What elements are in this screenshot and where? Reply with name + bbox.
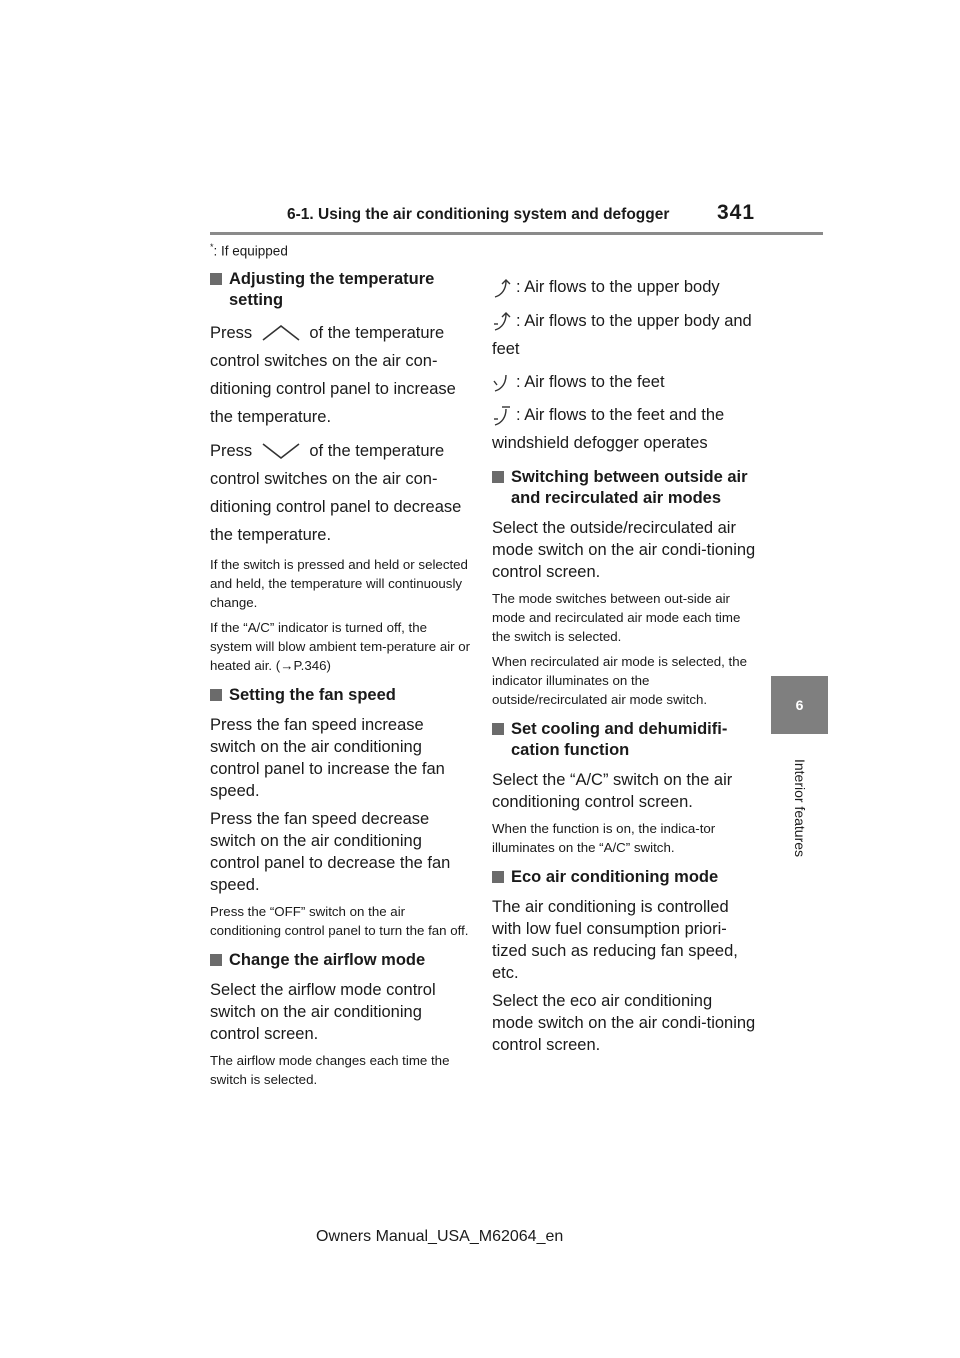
section-title: 6-1. Using the air conditioning system and defogger — [287, 206, 670, 223]
heading-eco — [492, 867, 757, 888]
footnote — [210, 242, 472, 259]
header-divider — [210, 232, 823, 235]
heading-text: Setting the fan speed — [229, 685, 396, 704]
airflow-paragraph: Select the airflow mode control switch on the air conditioning control screen. — [210, 980, 436, 1043]
temp-down-paragraph — [210, 437, 472, 549]
heading-fan-speed — [210, 685, 472, 706]
heading-text: Change the airflow mode — [229, 950, 426, 969]
text: control switches on the air con-ditioning control panel to decrease the temperature. — [210, 469, 462, 544]
heading-text: Switching between outside air and recirculated air modes — [511, 468, 748, 508]
heading-text: Adjusting the temperature setting — [229, 269, 435, 309]
bullet-square-icon — [210, 273, 222, 285]
eco-select-paragraph: Select the eco air conditioning mode switch on the air condi-tioning control screen. — [492, 992, 756, 1055]
left-column — [210, 242, 472, 1095]
note: If the switch is pressed and held or selected and held, the temperature will continuously change. — [210, 556, 468, 610]
text: of the temperature — [309, 441, 445, 460]
heading-text: Set cooling and dehumidifi-cation function — [511, 720, 728, 760]
flow-feet-defog-row — [492, 401, 757, 457]
flow-upper-row — [492, 276, 757, 299]
note: When the function is on, the indica-tor illuminates on the “A/C” switch. — [492, 821, 716, 856]
footnote-marker: * — [210, 242, 214, 252]
text: : Air flows to the upper body — [516, 278, 720, 296]
airflow-upper-icon — [492, 277, 514, 299]
bullet-square-icon — [210, 954, 222, 966]
chapter-label — [790, 745, 810, 870]
heading-recirculation — [492, 467, 757, 509]
text: : Air flows to the upper body and feet — [492, 311, 752, 358]
bullet-square-icon — [492, 723, 504, 735]
text: : Air flows to the feet and the windshield defogger operates — [492, 406, 725, 453]
note: Press the “OFF” switch on the air conditioning control panel to turn the fan off. — [210, 903, 469, 938]
fan-decrease-paragraph: Press the fan speed decrease switch on the air conditioning control panel to decrease the fan speed. — [210, 809, 451, 894]
chevron-down-icon — [261, 442, 301, 460]
flow-feet-row — [492, 371, 757, 394]
right-column — [492, 242, 757, 1062]
airflow-feet-icon — [492, 371, 514, 393]
heading-temperature — [210, 269, 472, 311]
note: When recirculated air mode is selected, the indicator illuminates on the outside/recirculated air mode switch. — [492, 654, 747, 708]
note: The mode switches between out-side air mode and recirculated air mode each time the switch is selected. — [492, 591, 741, 645]
note: If the “A/C” indicator is turned off, the system will blow ambient tem-perature air or heated air. (→P.346) — [210, 619, 471, 673]
fan-increase-paragraph: Press the fan speed increase switch on the air conditioning control panel to increase the fan speed. — [210, 715, 445, 800]
text: Press — [210, 441, 253, 460]
footnote-text: : If equipped — [213, 243, 288, 259]
text: control switches on the air con-ditioning control panel to increase the temperature. — [210, 351, 456, 426]
text: Press — [210, 323, 253, 342]
temp-up-paragraph — [210, 319, 472, 431]
text: of the temperature — [309, 323, 445, 342]
chevron-up-icon — [261, 324, 301, 342]
chapter-tab[interactable] — [771, 676, 828, 734]
bullet-square-icon — [492, 471, 504, 483]
heading-cooling — [492, 719, 757, 761]
footer-doc-id: Owners Manual_USA_M62064_en — [316, 1228, 564, 1245]
airflow-upper-feet-icon — [492, 310, 514, 332]
recirculation-paragraph: Select the outside/recirculated air mode switch on the air condi-tioning control screen. — [492, 519, 756, 582]
page-number: 341 — [717, 201, 756, 224]
heading-airflow — [210, 950, 472, 971]
text: : Air flows to the feet — [516, 372, 665, 391]
flow-upper-feet-row — [492, 307, 757, 363]
bullet-square-icon — [492, 871, 504, 883]
cooling-paragraph: Select the “A/C” switch on the air conditioning control screen. — [492, 771, 733, 812]
note: The airflow mode changes each time the switch is selected. — [210, 1052, 450, 1087]
airflow-feet-defogger-icon — [492, 405, 514, 427]
bullet-square-icon — [210, 689, 222, 701]
chapter-number: 6 — [795, 697, 804, 713]
heading-text: Eco air conditioning mode — [511, 868, 719, 887]
eco-paragraph: The air conditioning is controlled with low fuel consumption priori-tized such as reducing fan speed, etc. — [492, 898, 738, 983]
chapter-label-text: Interior features — [792, 758, 808, 857]
